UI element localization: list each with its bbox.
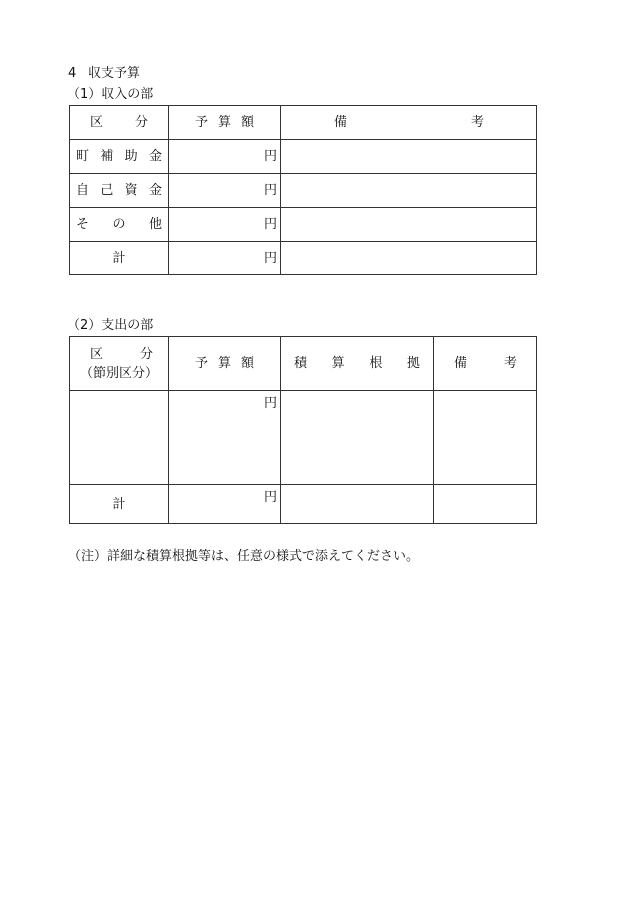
label-char: の [112,217,126,232]
expense-table [69,336,537,524]
yen-unit: 円 [263,183,277,198]
header-char: 区 [90,346,104,362]
yen-unit: 円 [263,396,277,411]
income-row-remarks[interactable] [281,140,537,174]
expense-total-label: 計 [70,485,169,524]
header-char: 分 [134,115,148,130]
income-header-category [70,106,169,140]
income-row-remarks[interactable] [281,208,537,242]
income-total-remarks[interactable] [281,242,537,275]
income-total-label: 計 [70,242,169,275]
header-char: 拠 [406,356,420,371]
income-row-amount[interactable] [169,174,281,208]
label-char: 他 [148,217,162,232]
header-char: 備 [454,356,468,371]
expense-header-basis [281,337,434,391]
section-number: 4 [68,66,77,81]
income-row-amount[interactable] [169,208,281,242]
label-char: 資 [124,183,138,198]
income-table [69,105,537,275]
expense-total-basis[interactable] [281,485,434,524]
label-char: 金 [148,149,162,164]
section-title: 収支予算 [88,66,141,81]
header-char: 算 [217,356,231,371]
footnote: （注）詳細な積算根拠等は、任意の様式で添えてください。 [68,549,420,564]
label-char: 助 [124,149,138,164]
expense-header-category [70,337,169,391]
label-char: 町 [76,149,90,164]
yen-unit: 円 [263,217,277,232]
income-row [70,174,537,208]
header-char: 考 [470,115,484,130]
income-total-amount[interactable] [169,242,281,275]
expense-total-row [70,485,537,524]
expense-header-row [70,337,537,391]
label-char: 己 [100,183,114,198]
header-char: 区 [90,115,104,130]
yen-unit: 円 [263,250,277,266]
expense-header-remarks [434,337,537,391]
label-char: 自 [76,183,90,198]
header-char: 分 [139,346,153,362]
income-row-label [70,174,169,208]
header-char: 額 [240,356,254,371]
header-char: 予 [195,356,209,371]
expense-row-amount[interactable] [169,391,281,485]
expense-total-amount[interactable] [169,485,281,524]
header-char: 算 [217,115,231,130]
label-char: 金 [148,183,162,198]
header-char: 積 [294,356,308,371]
income-header-budget [169,106,281,140]
expense-row [70,391,537,485]
expense-row-basis[interactable] [281,391,434,485]
expense-total-remarks[interactable] [434,485,537,524]
income-row-amount[interactable] [169,140,281,174]
header-char: 根 [369,356,383,371]
label-char: そ [76,217,90,232]
expense-row-remarks[interactable] [434,391,537,485]
income-header-remarks [281,106,537,140]
income-total-row [70,242,537,275]
expense-heading: （2）支出の部 [67,318,154,333]
header-char: 考 [503,356,517,371]
expense-header-budget [169,337,281,391]
income-row [70,208,537,242]
yen-unit: 円 [263,149,277,164]
income-row-label [70,140,169,174]
income-heading: （1）収入の部 [67,87,154,102]
header-char: 額 [240,115,254,130]
income-row [70,140,537,174]
expense-row-category[interactable] [70,391,169,485]
header-char: 予 [195,115,209,130]
label-char: 補 [100,149,114,164]
expense-header-category-sub: （節別区分） [79,365,158,381]
income-row-label [70,208,169,242]
income-row-remarks[interactable] [281,174,537,208]
header-char: 算 [331,356,345,371]
income-header-row [70,106,537,140]
header-char: 備 [334,115,348,130]
yen-unit: 円 [263,490,277,505]
